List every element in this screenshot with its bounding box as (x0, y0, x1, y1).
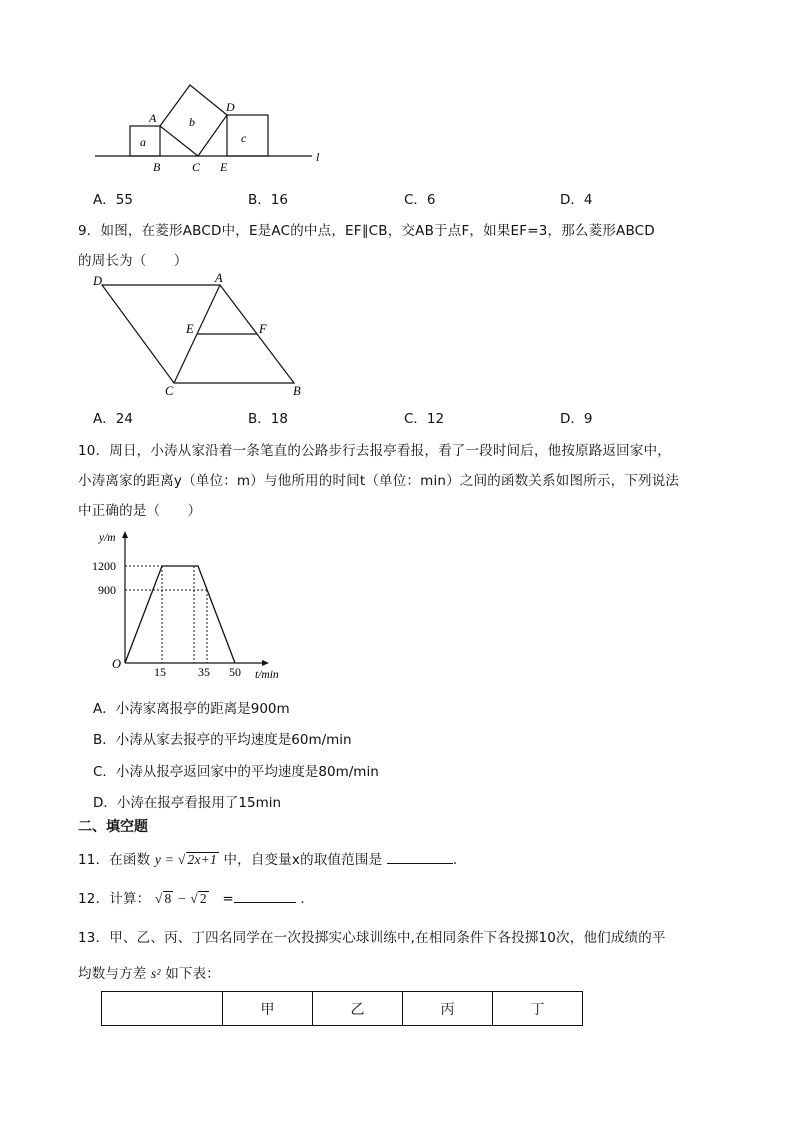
section-heading: 二、填空题 (78, 819, 148, 835)
q9-text-line2: 的周长为（ ） (78, 253, 188, 269)
figure-rhombus (90, 270, 320, 400)
q12-radical-sign-1: √ (154, 891, 163, 906)
q10-text-line2: 小涛离家的距离y（单位：m）与他所用的时间t（单位：min）之间的函数关系如图所示，下列说法 (78, 473, 680, 489)
q12-minus: − (177, 891, 186, 906)
label-C: C (165, 384, 174, 398)
table-header-yi: 乙 (313, 992, 403, 1026)
tick-50: 50 (229, 665, 241, 679)
q13-line2-suffix: 如下表： (165, 966, 221, 982)
q10-text-line1: 10．周日，小涛从家沿着一条笔直的公路步行去报亭看报，看了一段时间后，他按原路返回家中， (78, 443, 671, 459)
label-b: b (189, 115, 195, 129)
q12-answer-blank[interactable] (234, 890, 296, 903)
label-E: E (186, 322, 194, 336)
q11-suffix: 中，自变量x的取值范围是 (223, 852, 383, 868)
q12-line (78, 887, 305, 907)
q8-option-d: D．4 (560, 192, 593, 208)
table-row (102, 992, 583, 1026)
origin-label: O (112, 657, 122, 671)
table-header-ding: 丁 (493, 992, 583, 1026)
q12-radicand-1: 8 (164, 891, 172, 906)
q11-line (78, 848, 457, 868)
q10-option-c: C．小涛从报亭返回家中的平均速度是80m/min (93, 764, 379, 780)
q11-radicand: 2x+1 (187, 852, 217, 867)
figure-squares (90, 80, 340, 175)
graph-line (125, 566, 235, 663)
figure-distance-time-graph (90, 525, 300, 685)
q10-option-d: D．小涛在报亭看报用了15min (93, 795, 282, 811)
label-C: C (192, 160, 201, 174)
q9-option-d: D．9 (560, 411, 593, 427)
tick-35: 35 (198, 665, 210, 679)
q11-answer-blank[interactable] (387, 851, 453, 864)
label-D: D (226, 100, 235, 114)
label-B: B (153, 160, 161, 174)
q13-line2-prefix: 均数与方差 (78, 966, 147, 982)
q13-table (101, 991, 583, 1026)
q12-prefix: 12．计算： (78, 891, 151, 907)
label-l: l (316, 150, 320, 164)
label-a: a (140, 135, 146, 149)
q13-text-line2 (78, 962, 220, 982)
label-A: A (149, 111, 157, 125)
q8-option-c: C．6 (404, 192, 436, 208)
q13-text-line1: 13．甲、乙、丙、丁四名同学在一次投掷实心球训练中,在相同条件下各投掷10次，他们成绩的平 (78, 930, 666, 946)
label-F: F (259, 322, 267, 336)
q13-variance-symbol: s² (151, 966, 161, 981)
q9-option-c: C．12 (404, 411, 445, 427)
table-header-jia: 甲 (223, 992, 313, 1026)
q8-option-b: B．16 (248, 192, 288, 208)
label-A: A (215, 271, 223, 285)
q9-option-b: B．18 (248, 411, 288, 427)
q11-end: . (452, 852, 458, 868)
x-axis-label: t/min (255, 669, 279, 681)
q11-radical-sign: √ (177, 852, 186, 867)
table-header-bing: 丙 (403, 992, 493, 1026)
q8-option-a: A．55 (93, 192, 133, 208)
q10-option-a: A．小涛家离报亭的距离是900m (93, 701, 290, 717)
q11-eq: = (165, 852, 174, 867)
q12-radicand-2: 2 (199, 891, 207, 906)
q11-prefix: 11．在函数 (78, 852, 151, 868)
q12-radical-sign-2: √ (190, 891, 198, 906)
table-cell-corner (102, 992, 223, 1026)
tick-900: 900 (98, 583, 116, 597)
label-D: D (93, 274, 103, 288)
q10-option-b: B．小涛从家去报亭的平均速度是60m/min (93, 732, 352, 748)
x-axis-arrow (262, 660, 269, 666)
label-E: E (220, 160, 228, 174)
q11-y: y (154, 852, 162, 867)
q9-option-a: A．24 (93, 411, 133, 427)
label-B: B (293, 384, 301, 398)
q12-end: . (300, 891, 305, 907)
label-c: c (241, 131, 247, 145)
square-c (227, 115, 268, 156)
q10-text-line3: 中正确的是（ ） (78, 503, 202, 519)
y-axis-label: y/m (99, 532, 116, 544)
q9-text-line1: 9．如图，在菱形ABCD中，E是AC的中点，EF∥CB，交AB于点F，如果EF=3，那么菱形ABCD (78, 223, 655, 239)
y-axis-arrow (122, 531, 128, 538)
tick-1200: 1200 (92, 559, 116, 573)
q12-eq: = (222, 891, 234, 907)
tick-15: 15 (154, 665, 166, 679)
